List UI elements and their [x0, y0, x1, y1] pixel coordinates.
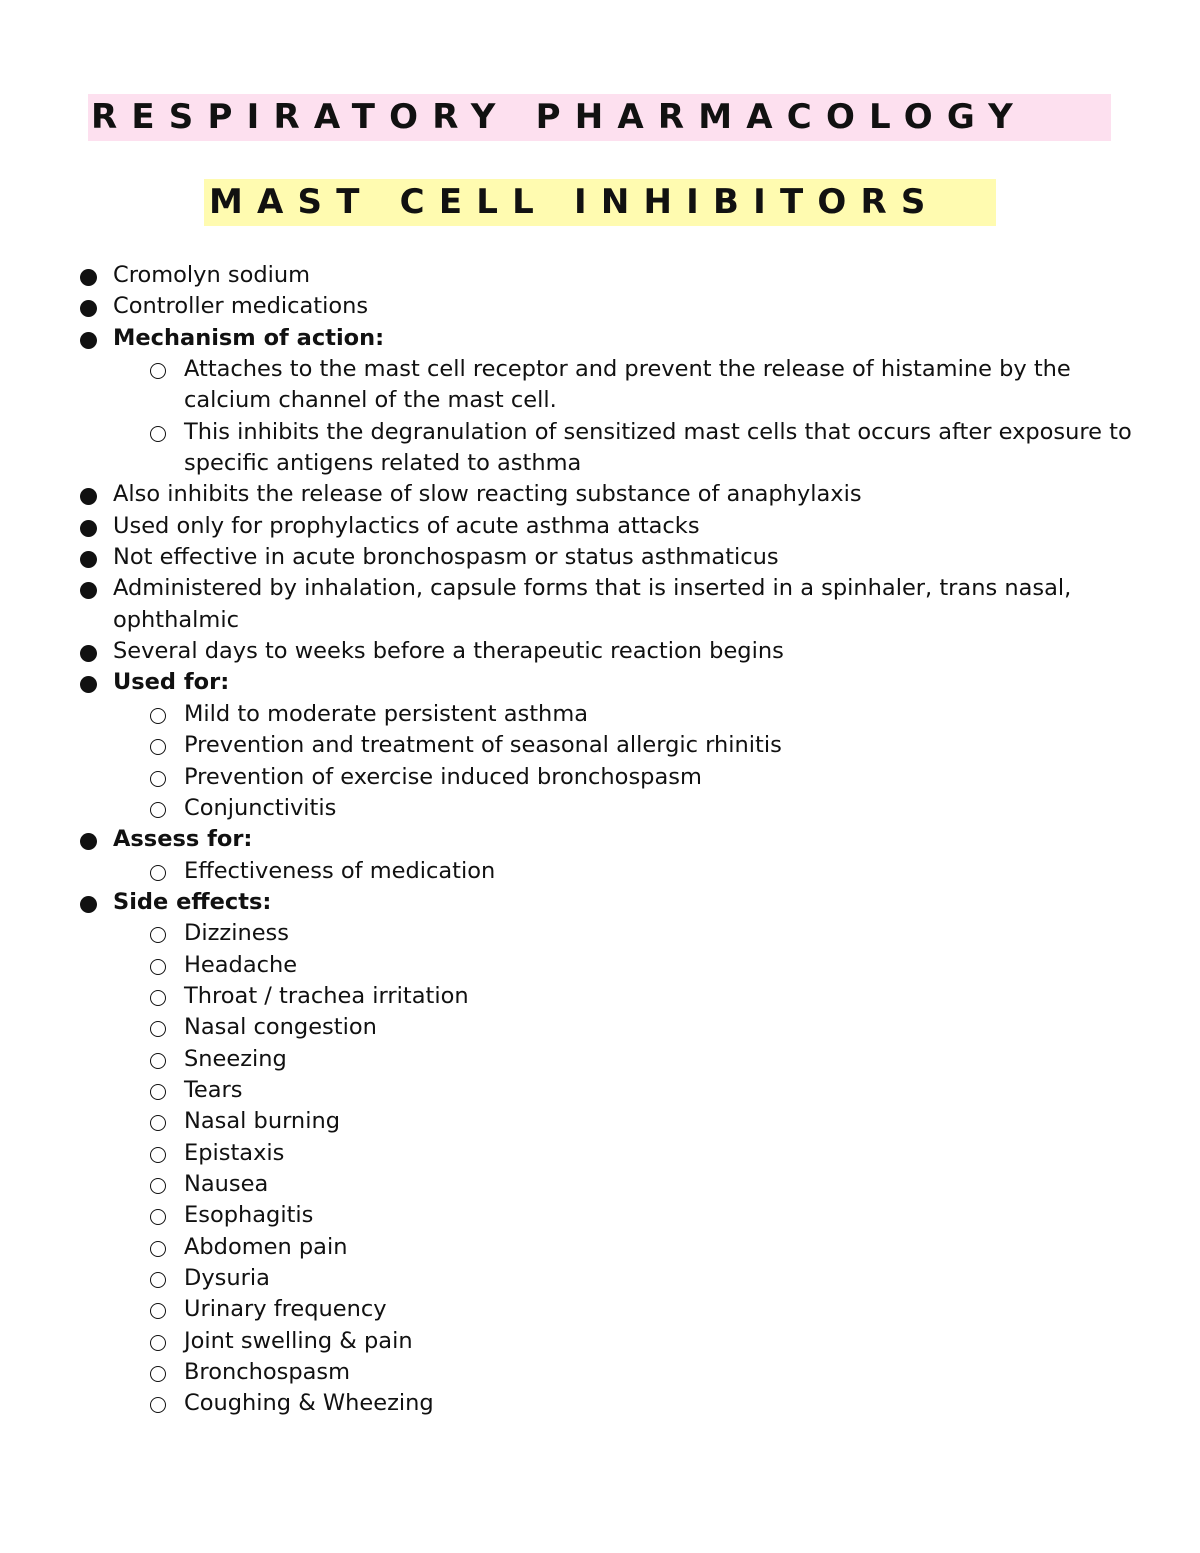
list-item-text: Prevention and treatment of seasonal allergic rhinitis	[184, 732, 782, 759]
list-item	[78, 323, 1158, 354]
filled-circle-bullet-icon	[80, 887, 98, 918]
sub-list-item	[78, 1169, 1158, 1200]
filled-circle-bullet-icon	[80, 323, 98, 354]
hollow-circle-bullet-icon	[150, 1294, 168, 1325]
sub-list-item	[78, 1138, 1158, 1169]
hollow-circle-bullet-icon	[150, 981, 168, 1012]
sub-list-item	[78, 1232, 1158, 1263]
filled-circle-bullet-icon	[80, 291, 98, 322]
hollow-circle-bullet-icon	[150, 1106, 168, 1137]
hollow-circle-bullet-icon	[150, 1138, 168, 1169]
list-item-text: Joint swelling & pain	[184, 1327, 413, 1354]
list-item	[78, 887, 1158, 918]
list-item-text: Bronchospasm	[184, 1359, 351, 1386]
list-item-text: Attaches to the mast cell receptor and prevent the release of histamine by the calcium channel of the mast cell.	[184, 356, 1071, 414]
list-item-text: Tears	[184, 1076, 243, 1103]
hollow-circle-bullet-icon	[150, 1357, 168, 1388]
list-item-text: Nausea	[184, 1170, 269, 1197]
list-item-text: Epistaxis	[184, 1139, 285, 1166]
list-item-text: Dizziness	[184, 920, 289, 947]
hollow-circle-bullet-icon	[150, 1169, 168, 1200]
list-item-text: Used for:	[113, 669, 230, 696]
hollow-circle-bullet-icon	[150, 1044, 168, 1075]
list-item-text: Also inhibits the release of slow reacting substance of anaphylaxis	[113, 481, 862, 508]
list-item-text: Urinary frequency	[184, 1296, 387, 1323]
hollow-circle-bullet-icon	[150, 793, 168, 824]
list-item	[78, 479, 1158, 510]
sub-list-item	[78, 981, 1158, 1012]
hollow-circle-bullet-icon	[150, 417, 168, 448]
sub-list-item	[78, 1106, 1158, 1137]
hollow-circle-bullet-icon	[150, 950, 168, 981]
sub-list-item	[78, 1200, 1158, 1231]
list-item	[78, 291, 1158, 322]
hollow-circle-bullet-icon	[150, 918, 168, 949]
list-item-text: Headache	[184, 951, 298, 978]
list-item-text: Assess for:	[113, 826, 253, 853]
list-item-text: Side effects:	[113, 888, 272, 915]
list-item	[78, 636, 1158, 667]
list-item-text: Nasal congestion	[184, 1014, 377, 1041]
sub-list-item	[78, 1075, 1158, 1106]
filled-circle-bullet-icon	[80, 824, 98, 855]
sub-list-item	[78, 950, 1158, 981]
list-item-text: Cromolyn sodium	[113, 262, 311, 288]
list-item-text: Mild to moderate persistent asthma	[184, 700, 589, 727]
filled-circle-bullet-icon	[80, 260, 98, 291]
sub-list-item	[78, 918, 1158, 949]
hollow-circle-bullet-icon	[150, 1012, 168, 1043]
hollow-circle-bullet-icon	[150, 1263, 168, 1294]
list-item-text: Administered by inhalation, capsule forms that is inserted in a spinhaler, trans nasal, ophthalmic	[113, 575, 1072, 633]
list-item-text: Not effective in acute bronchospasm or status asthmaticus	[113, 544, 779, 571]
list-item-text: Dysuria	[184, 1265, 270, 1291]
hollow-circle-bullet-icon	[150, 354, 168, 385]
list-item-text: Esophagitis	[184, 1202, 314, 1229]
list-item-text: Prevention of exercise induced bronchospasm	[184, 763, 702, 790]
hollow-circle-bullet-icon	[150, 856, 168, 887]
sub-list-item	[78, 793, 1158, 824]
list-item-text: Coughing & Wheezing	[184, 1390, 434, 1417]
page-title: RESPIRATORY PHARMACOLOGY	[88, 94, 1111, 141]
list-item	[78, 511, 1158, 542]
section-title: MAST CELL INHIBITORS	[204, 179, 996, 226]
sub-list-item	[78, 417, 1158, 480]
list-item-text: Controller medications	[113, 293, 369, 320]
list-item	[78, 824, 1158, 855]
list-item	[78, 542, 1158, 573]
list-item-text: Conjunctivitis	[184, 794, 337, 821]
sub-list-item	[78, 1263, 1158, 1294]
sub-list-item	[78, 856, 1158, 887]
list-item-text: Used only for prophylactics of acute asthma attacks	[113, 512, 700, 539]
sub-list-item	[78, 762, 1158, 793]
list-item-text: Sneezing	[184, 1045, 287, 1072]
list-item-text: This inhibits the degranulation of sensitized mast cells that occurs after exposure to specific antigens related to asthma	[184, 418, 1132, 477]
list-item-text: Nasal burning	[184, 1108, 340, 1135]
sub-list-item	[78, 1388, 1158, 1419]
list-item	[78, 667, 1158, 698]
hollow-circle-bullet-icon	[150, 1232, 168, 1263]
sub-list-item	[78, 1294, 1158, 1325]
list-item-text: Abdomen pain	[184, 1233, 348, 1260]
hollow-circle-bullet-icon	[150, 1326, 168, 1357]
filled-circle-bullet-icon	[80, 667, 98, 698]
sub-list-item	[78, 1326, 1158, 1357]
hollow-circle-bullet-icon	[150, 762, 168, 793]
filled-circle-bullet-icon	[80, 573, 98, 604]
hollow-circle-bullet-icon	[150, 730, 168, 761]
sub-list-item	[78, 1357, 1158, 1388]
list-item-text: Several days to weeks before a therapeutic reaction begins	[113, 638, 784, 665]
hollow-circle-bullet-icon	[150, 1075, 168, 1106]
hollow-circle-bullet-icon	[150, 1200, 168, 1231]
hollow-circle-bullet-icon	[150, 1388, 168, 1419]
sub-list-item	[78, 1012, 1158, 1043]
sub-list-item	[78, 730, 1158, 761]
filled-circle-bullet-icon	[80, 636, 98, 667]
filled-circle-bullet-icon	[80, 511, 98, 542]
list-item-text: Effectiveness of medication	[184, 857, 496, 884]
hollow-circle-bullet-icon	[150, 699, 168, 730]
filled-circle-bullet-icon	[80, 542, 98, 573]
list-item	[78, 260, 1158, 291]
sub-list-item	[78, 1044, 1158, 1075]
filled-circle-bullet-icon	[80, 479, 98, 510]
notes-list	[78, 260, 1158, 1420]
list-item-text: Mechanism of action:	[113, 324, 385, 351]
sub-list-item	[78, 354, 1158, 417]
list-item	[78, 573, 1158, 636]
sub-list-item	[78, 699, 1158, 730]
list-item-text: Throat / trachea irritation	[184, 982, 469, 1009]
